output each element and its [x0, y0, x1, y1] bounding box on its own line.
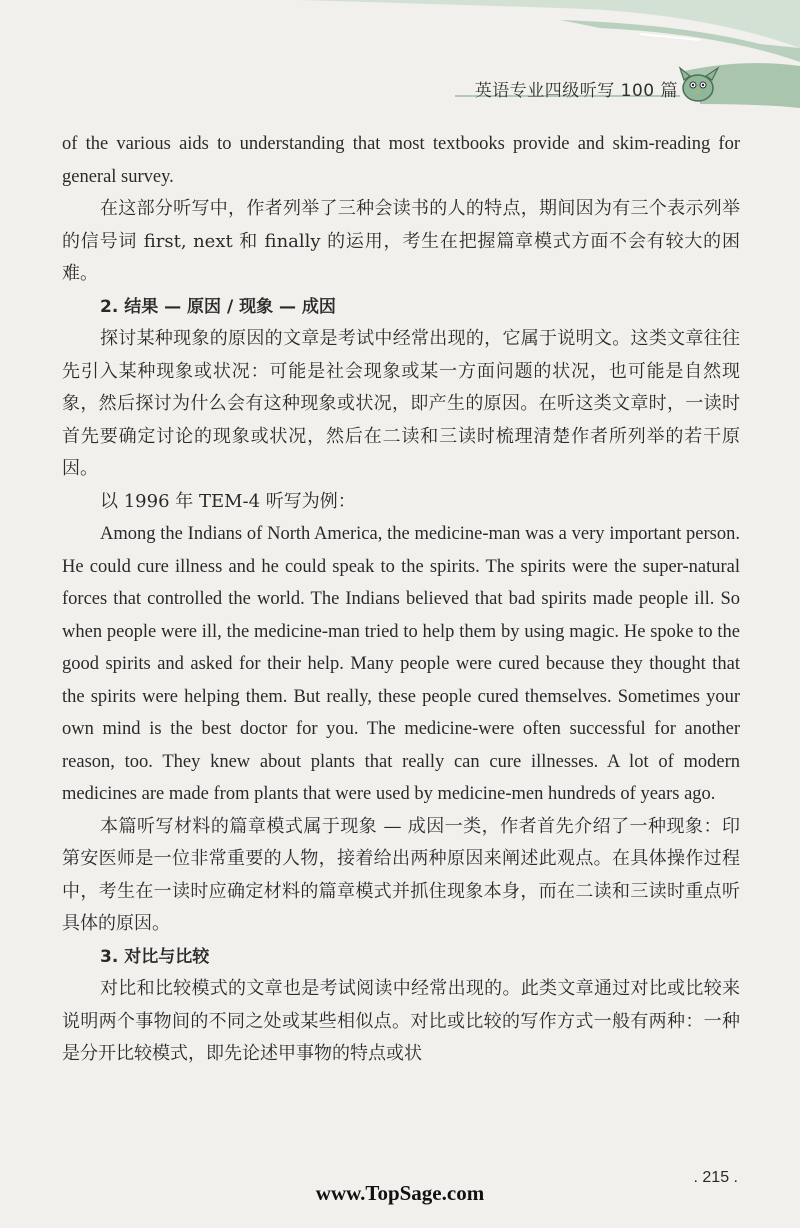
page-number: . 215 .: [693, 1169, 738, 1186]
page-body: [62, 128, 740, 1071]
footer-url: www.TopSage.com: [315, 1181, 485, 1205]
paragraph-commentary: 在这部分听写中，作者列举了三种会读书的人的特点，期间因为有三个表示列举的信号词 first, next 和 finally 的运用，考生在把握篇章模式方面不会有较大的困难。: [62, 198, 740, 284]
paragraph-continued: of the various aids to understanding that most textbooks provide and skim-reading for general survey.: [62, 134, 740, 187]
book-title: 英语专业四级听写 100 篇: [474, 81, 678, 101]
paragraph-dictation-text: Among the Indians of North America, the medicine-man was a very important person. He could cure illness and he could speak to the spirits. The spirits were the super-natural forces that controlled the world. The Indians believed that bad spirits made people ill. So when people were ill, the medicine-man tried to help them by using magic. He spoke to the good spirits and asked for their help. Many people were cured because they thought that the spirits were helping them. But really, these people cured themselves. Sometimes your own mind is the best doctor for you. The medicine-were often successful for another reason, too. They knew about plants that really can cure illnesses. A lot of modern medicines are made from plants that were used by medicine-men hundreds of years ago.: [62, 524, 740, 804]
paragraph-example-intro: 以 1996 年 TEM-4 听写为例：: [100, 490, 356, 512]
paragraph-analysis: 本篇听写材料的篇章模式属于现象 — 成因一类，作者首先介绍了一种现象：印第安医师是一位非常重要的人物，接着给出两种原因来阐述此观点。在具体操作过程中，考生在一读时应确定材料的篇章模式并抓住现象本身，而在二读和三读时重点听具体的原因。: [62, 815, 740, 934]
paragraph-explanation: 探讨某种现象的原因的文章是考试中经常出现的，它属于说明文。这类文章往往先引入某种现象或状况：可能是社会现象或某一方面问题的状况，也可能是自然现象，然后探讨为什么会有这种现象或状况，即产生的原因。在听这类文章时，一读时首先要确定讨论的现象或状况，然后在二读和三读时梳理清楚作者所列举的若干原因。: [62, 328, 740, 479]
section-heading-2: 2. 结果 — 原因 / 现象 — 成因: [100, 296, 336, 317]
cartoon-bird-icon: [674, 60, 722, 106]
section-heading-3: 3. 对比与比较: [100, 946, 210, 967]
paragraph-comparison: 对比和比较模式的文章也是考试阅读中经常出现的。此类文章通过对比或比较来说明两个事物间的不同之处或某些相似点。对比或比较的写作方式一般有两种：一种是分开比较模式，即先论述甲事物的特点或状: [62, 978, 740, 1064]
